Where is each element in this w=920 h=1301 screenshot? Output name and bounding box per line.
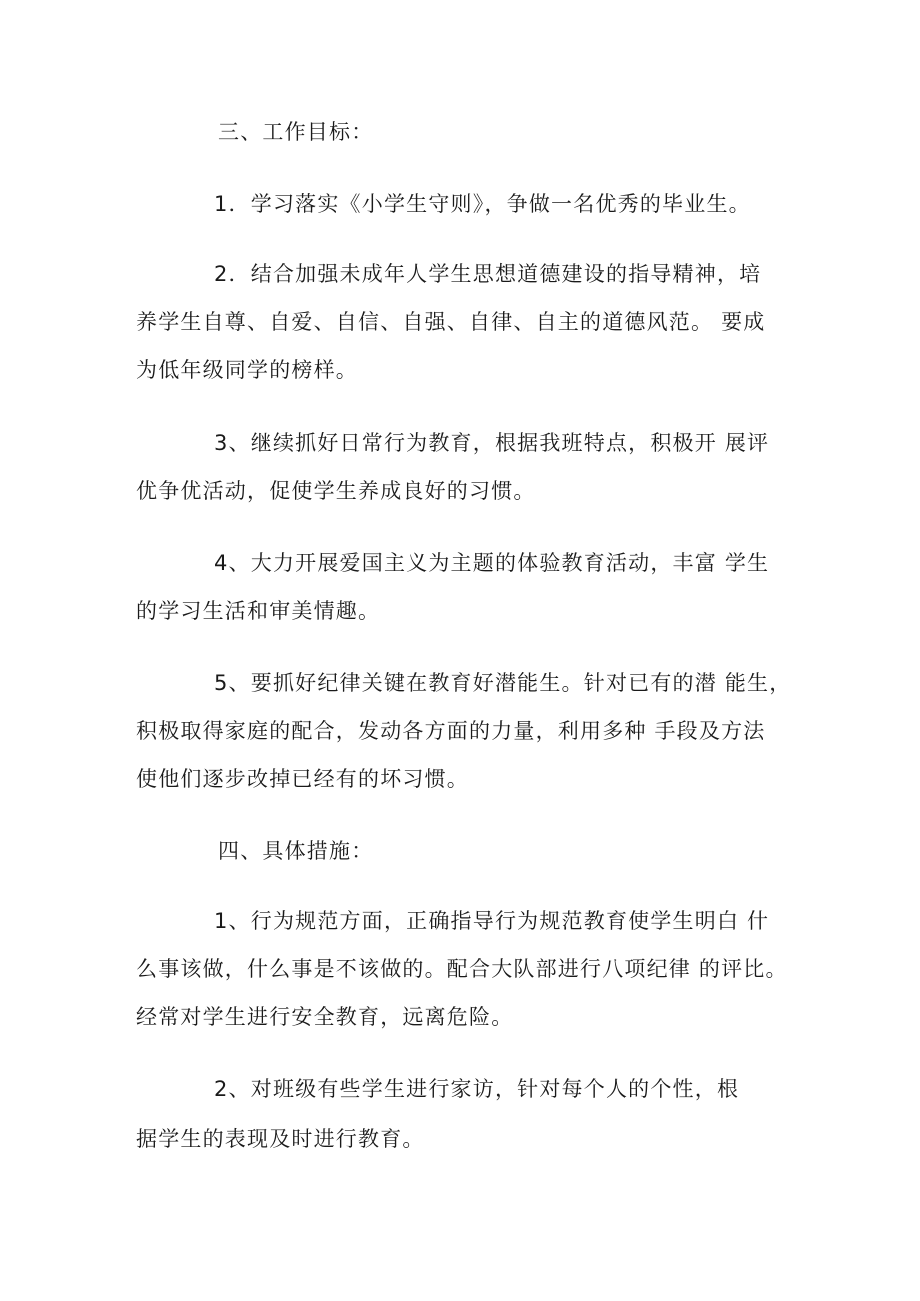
goal-3-line-2: 优争优活动，促使学生养成良好的习惯。: [136, 479, 536, 503]
goal-3-line-1: 3、继续抓好日常行为教育，根据我班特点，积极开 展评: [214, 431, 770, 455]
measure-1-line-3: 经常对学生进行安全教育，远离危险。: [136, 1005, 514, 1029]
section-3-heading: 三、工作目标：: [218, 120, 374, 144]
measure-2-line-2: 据学生的表现及时进行教育。: [136, 1127, 425, 1151]
goal-4-line-1: 4、大力开展爱国主义为主题的体验教育活动，丰富 学生: [214, 551, 770, 575]
goal-2-line-1: 2．结合加强未成年人学生思想道德建设的指导精神，培: [214, 262, 762, 286]
section-4-heading: 四、具体措施：: [218, 839, 374, 863]
goal-1-line-1: 1．学习落实《小学生守则》，争做一名优秀的毕业生。: [214, 192, 751, 216]
goal-5-line-1: 5、要抓好纪律关键在教育好潜能生。针对已有的潜 能生，: [214, 671, 792, 695]
goal-2-line-2: 养学生自尊、自爱、自信、自强、自律、自主的道德风范。 要成: [136, 310, 766, 334]
measure-1-line-2: 么事该做，什么事是不该做的。配合大队部进行八项纪律 的评比。: [136, 957, 788, 981]
goal-5-line-3: 使他们逐步改掉已经有的坏习惯。: [136, 767, 469, 791]
measure-1-line-1: 1、行为规范方面，正确指导行为规范教育使学生明白 什: [214, 909, 770, 933]
goal-4-line-2: 的学习生活和审美情趣。: [136, 599, 381, 623]
goal-5-line-2: 积极取得家庭的配合，发动各方面的力量，利用多种 手段及方法: [136, 719, 766, 743]
goal-2-line-3: 为低年级同学的榜样。: [136, 358, 358, 382]
measure-2-line-1: 2、对班级有些学生进行家访，针对每个人的个性，根: [214, 1077, 740, 1101]
